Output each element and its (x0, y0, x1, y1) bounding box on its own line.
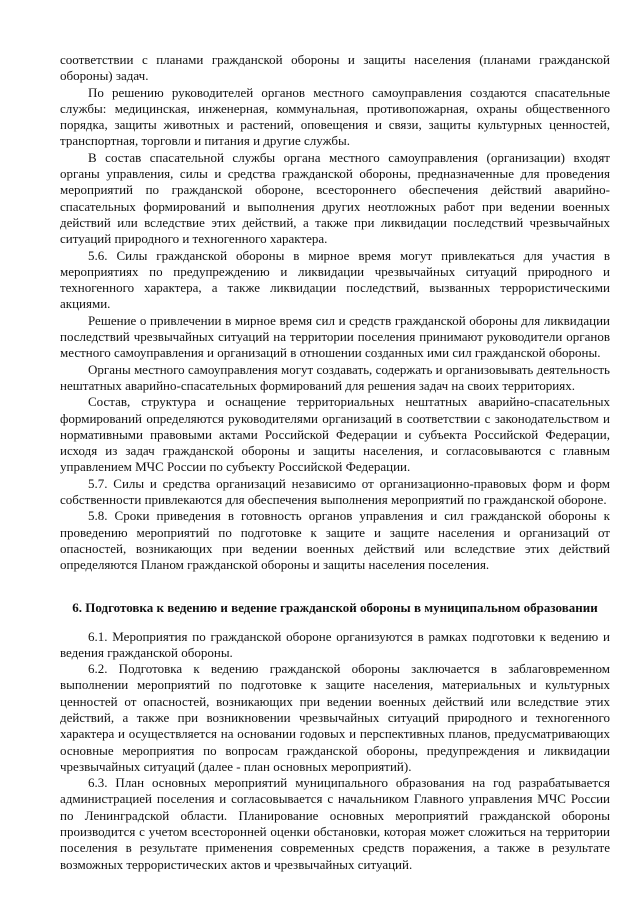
paragraph-rescue-services: По решению руководителей органов местного самоуправления создаются спасательные службы: медицинская, инженерная, коммунальная, противопожарная, охраны общественного порядка, защиты животных и растений, оповещения и связи, защиты культурных ценностей, транспортная, торговли и питания и другие службы. (60, 84, 610, 149)
paragraph-6-3: 6.3. План основных мероприятий муниципального образования на год разрабатывается администрацией поселения и согласовывается с начальником Главного управления МЧС России по Ленинградской области. Планирование основных мероприятий гражданской обороны производится с учетом всесторонней оценки обстановки, которая может сложиться на территории поселения в результате применения современных средств поражения, а также в результате возможных террористических актов и чрезвычайных ситуаций. (60, 775, 610, 872)
paragraph-6-2: 6.2. Подготовка к ведению гражданской обороны заключается в заблаговременном выполнении мероприятий по подготовке к защите населения, материальных и культурных ценностей от опасностей, возникающих при ведении военных действий или вследствие этих действий, а также при возникновении чрезвычайных ситуаций природного и техногенного характера и осуществляется на основании годовых и перспективных планов, предусматривающих основные мероприятия по вопросам гражданской обороны, предупреждения и ликвидации чрезвычайных ситуаций (далее - план основных мероприятий). (60, 661, 610, 774)
paragraph-5-7: 5.7. Силы и средства организаций независимо от организационно-правовых форм и форм собственности привлекаются для обеспечения выполнения мероприятий по гражданской обороне. (60, 475, 610, 508)
paragraph-5-6: 5.6. Силы гражданской обороны в мирное время могут привлекаться для участия в мероприятиях по предупреждению и ликвидации чрезвычайных ситуаций природного и техногенного характера, а также ликвидации последствий, вызванных террористическими акциями. (60, 247, 610, 312)
paragraph-local-formations: Органы местного самоуправления могут создавать, содержать и организовывать деятельность нештатных аварийно-спасательных формирований для решения задач на своих территориях. (60, 361, 610, 393)
paragraph-6-1: 6.1. Мероприятия по гражданской обороне организуются в рамках подготовки к ведению и ведения гражданской обороны. (60, 628, 610, 660)
section-heading-6: 6. Подготовка к ведению и ведение гражданской обороны в муниципальном образовании (72, 599, 598, 615)
paragraph-rescue-service-composition: В состав спасательной службы органа местного самоуправления (организации) входят органы управления, силы и средства гражданской обороны, предназначенные для проведения мероприятий по гражданской обороне, всестороннего обеспечения действий аварийно-спасательных формирований и выполнения других неотложных работ при ведении военных действий или вследствие этих действий, а также при ликвидации последствий чрезвычайных ситуаций природного и техногенного характера. (60, 149, 610, 247)
paragraph-formation-structure: Состав, структура и оснащение территориальных нештатных аварийно-спасательных формирований определяются руководителями организаций в соответствии с законодательством и нормативными правовыми актами Российской Федерации и субъекта Российской Федерации, исходя из задач гражданской обороны и защиты населения, и согласовываются с главным управлением МЧС России по субъекту Российской Федерации. (60, 394, 610, 475)
document-body (60, 52, 610, 873)
paragraph-peacetime-decision: Решение о привлечении в мирное время сил и средств гражданской обороны для ликвидации последствий чрезвычайных ситуаций на территории поселения принимают руководители органов местного самоуправления и организаций в отношении созданных ими сил гражданской обороны. (60, 312, 610, 361)
paragraph-5-8: 5.8. Сроки приведения в готовность органов управления и сил гражданской обороны к проведению мероприятий по подготовке к защите и защите населения и организаций от опасностей, возникающих при ведении военных действий или вследствие этих действий определяются Планом гражданской обороны и защиты населения поселения. (60, 508, 610, 573)
paragraph-continuation: соответствии с планами гражданской обороны и защиты населения (планами гражданской обороны) задач. (60, 52, 610, 84)
